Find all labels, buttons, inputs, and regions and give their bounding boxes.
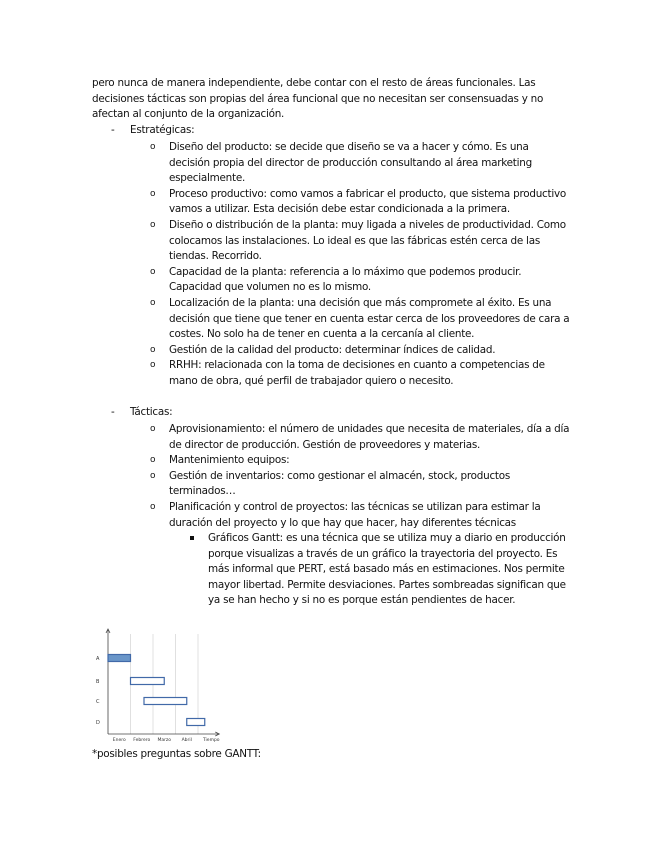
square-bullet-icon	[190, 536, 194, 540]
category-label: C	[96, 699, 100, 705]
footer-note: *posibles preguntas sobre GANTT:	[92, 748, 261, 760]
tacticas-list	[150, 422, 570, 531]
list-item: o Diseño o distribución de la planta: muy ligada a niveles de productividad. Como colocamos las instalaciones. Lo ideal es que las fábricas estén cerca de las tiendas. Recorrido.	[150, 218, 566, 263]
gantt-bar-D	[187, 719, 205, 726]
circle-bullet-icon: o	[150, 501, 156, 512]
gantt-bar-B	[131, 678, 165, 685]
gantt-sublist	[189, 531, 569, 609]
circle-bullet-icon: o	[150, 142, 156, 152]
list-item: o Mantenimiento equipos:	[150, 453, 570, 469]
circle-bullet-icon: o	[150, 470, 156, 481]
dash-marker: -	[111, 406, 115, 418]
gantt-chart	[88, 626, 248, 744]
list-item: o Proceso productivo: como vamos a fabricar el producto, que sistema productivo vamos a utilizar. Esta decisión debe estar condicionada a la primera.	[150, 187, 566, 216]
list-item: o Localización de la planta: una decisión que más compromete al éxito. Es una decisión que tiene que tener en cuenta estar cerca de los proveedores de cara a costes. No solo ha de tener en cuenta a la cercanía al cliente.	[150, 296, 570, 341]
circle-bullet-icon: o	[150, 297, 156, 308]
circle-bullet-icon: o	[150, 188, 156, 199]
section-title: Estratégicas:	[130, 124, 195, 136]
x-tick-label: Abril	[181, 738, 192, 743]
dash-marker: -	[111, 124, 115, 136]
category-label: D	[96, 720, 100, 726]
category-label: B	[96, 679, 100, 685]
circle-bullet-icon: o	[150, 219, 156, 230]
list-item: o Gestión de la calidad del producto: determinar índices de calidad.	[150, 343, 570, 359]
x-tick-label: Febrero	[133, 738, 151, 743]
list-item: o Diseño del producto: se decide que diseño se va a hacer y cómo. Es una decisión propia del director de producción consultando al área marketing especialmente.	[150, 141, 532, 185]
section-estrategicas-heading	[111, 123, 194, 139]
list-item: o Gestión de inventarios: como gestionar el almacén, stock, productos terminados…	[150, 469, 511, 498]
section-tacticas-heading	[111, 405, 172, 421]
x-tick-label: Enero	[112, 738, 126, 743]
intro-paragraph: pero nunca de manera independiente, debe contar con el resto de áreas funcionales. Las decisiones tácticas son propias del área funcional que no necesitan ser consensuadas y no afectan al conjunto de la organización.	[92, 77, 544, 121]
circle-bullet-icon: o	[150, 344, 156, 355]
circle-bullet-icon: o	[150, 360, 156, 371]
list-item: o Planificación y control de proyectos: las técnicas se utilizan para estimar la duración del proyecto y lo que hay que hacer, hay diferentes técnicas	[150, 500, 541, 529]
gantt-bar-A	[108, 655, 131, 662]
circle-bullet-icon: o	[150, 424, 156, 434]
list-item: o Capacidad de la planta: referencia a lo máximo que podemos producir. Capacidad que volumen no es lo mismo.	[150, 265, 522, 294]
list-item: o RRHH: relacionada con la toma de decisiones en cuanto a competencias de mano de obra, qué perfil de trabajador quiero o necesito.	[150, 359, 545, 387]
estrategicas-list	[150, 140, 570, 390]
sub-list-item: Gráficos Gantt: es una técnica que se utiliza muy a diario en producción porque visualizas a través de un gráfico la trayectoria del proyecto. Es más informal que PERT, está basado más en estimaciones. Nos permite mayor libertad. Permite desviaciones. Partes sombreadas significan que ya se han hecho y si no es porque están pendientes de hacer.	[189, 531, 569, 609]
section-title: Tácticas:	[130, 406, 173, 418]
x-axis-label: Tiempo	[202, 738, 220, 743]
circle-bullet-icon: o	[150, 266, 156, 277]
list-item: o Aprovisionamiento: el número de unidades que necesita de materiales, día a día de director de producción. Gestión de proveedores y materias.	[150, 423, 570, 451]
circle-bullet-icon: o	[150, 455, 156, 466]
category-label: A	[96, 656, 100, 662]
x-tick-label: Marzo	[157, 738, 172, 743]
gantt-bar-C	[144, 698, 187, 705]
